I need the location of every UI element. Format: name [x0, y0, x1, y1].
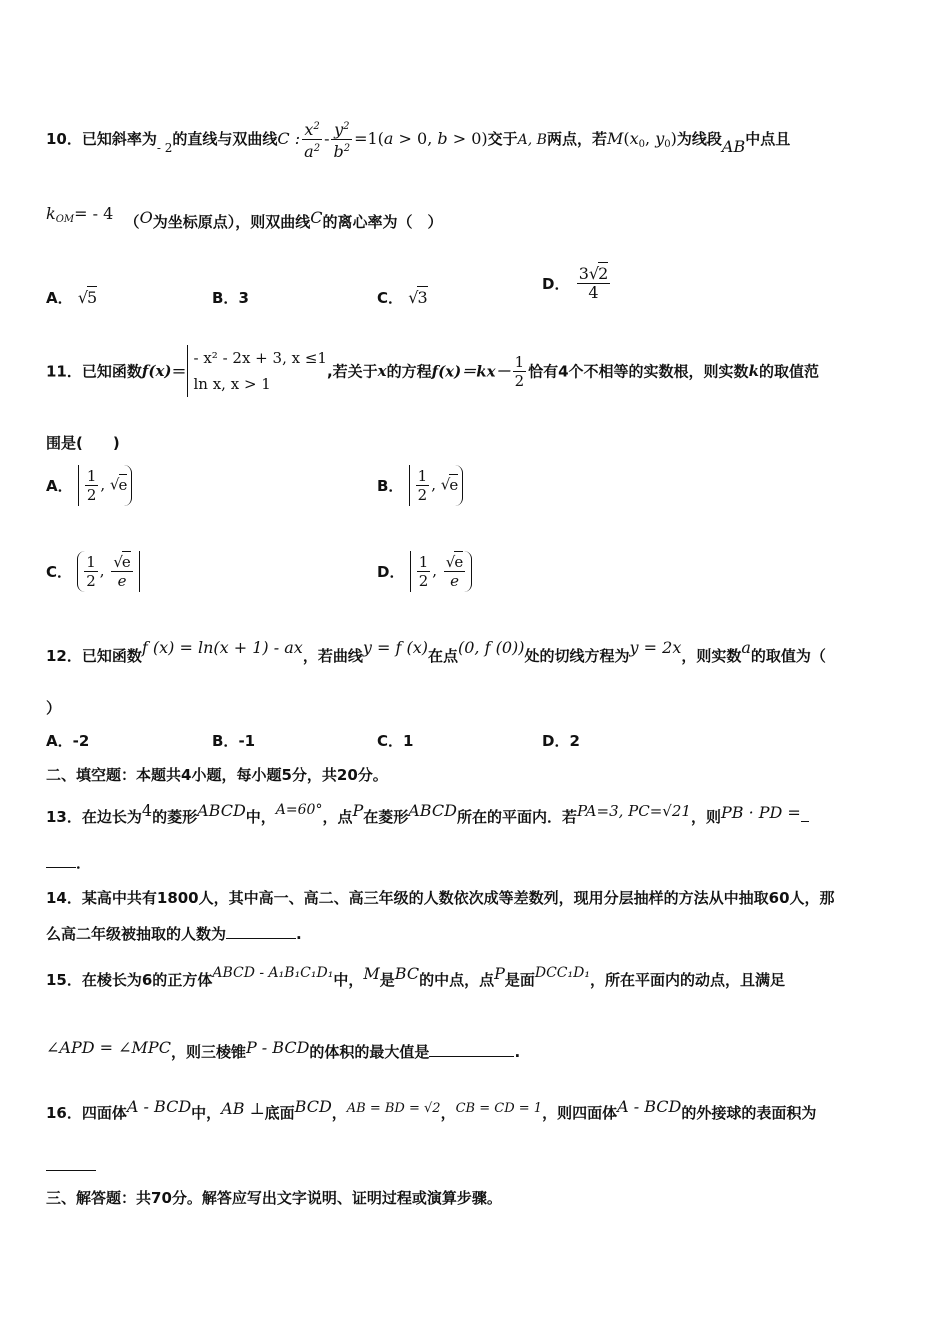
q11-x: x	[377, 362, 387, 380]
q12-text: 已知函数	[81, 647, 142, 665]
q10-text: 为线段	[676, 130, 722, 148]
q13-blank-cont[interactable]	[46, 867, 76, 868]
q16-text: 底面	[264, 1104, 295, 1122]
q16-cond2: CB = CD = 1	[455, 1101, 543, 1116]
q12-option-a[interactable]: A．-2	[46, 732, 90, 750]
q13-number: 13．	[46, 808, 82, 826]
q12-text: 在点	[427, 647, 458, 665]
q15-text: ，所在平面内的动点，且满足	[589, 971, 785, 989]
q16-base: BCD	[294, 1097, 332, 1116]
q15-condition: ∠APD = ∠MPC	[46, 1038, 171, 1057]
q10-k-value: = - 4	[74, 204, 114, 223]
q16-cond1: AB = BD = √2	[346, 1101, 441, 1116]
q11-k: k	[748, 362, 759, 380]
q10-slope: - 2	[156, 141, 173, 155]
q15-M: M	[363, 964, 380, 983]
q11-text: ＝	[171, 362, 187, 381]
q13-text: 的菱形	[152, 808, 198, 826]
q11-text: 已知函数	[81, 362, 142, 381]
q15-cube: ABCD - A₁B₁C₁D₁	[212, 965, 334, 981]
q13-text: 在菱形	[363, 808, 409, 826]
q11-half: $\frac{1}{2}$	[514, 352, 525, 390]
q13-condition: PA=3, PC=√21	[576, 802, 691, 820]
q10-text: 交于	[487, 130, 518, 148]
q12-option-d[interactable]: D．2	[542, 732, 580, 750]
q15-line1	[46, 964, 785, 990]
q10-x-frac: $\frac{x^2}{a^2}$	[304, 120, 321, 161]
q15-number: 15．	[46, 971, 82, 989]
q13-side: 4	[141, 801, 153, 820]
q15-BC: BC	[394, 964, 420, 983]
q10-line1: 10．已知斜率为$_{- 2}$的直线与双曲线C : $\frac{x^2}{a^2}$ - $\frac{y^2}{b^2}$ =1(a > 0, b > 0)交于A, B两点，若$M(x_0$, $y_0$)为线段AB中点且	[46, 120, 791, 161]
q14-line2: 么高二年级被抽取的人数为 .	[46, 925, 302, 943]
q10-text: 已知斜率为	[81, 130, 157, 148]
q10-M-coords: ($x_0$, $y_0$)	[623, 129, 677, 150]
q15-text: 中，	[333, 971, 364, 989]
q13-blank[interactable]	[801, 821, 809, 822]
q11-text: ,若关于	[326, 362, 378, 381]
q16-text: 的外接球的表面积为	[681, 1104, 817, 1122]
q13-text: 中，	[245, 808, 276, 826]
q13-text: 在边长为	[81, 808, 142, 826]
q12-tangent: y = 2x	[629, 638, 682, 657]
q12-function: f (x) = ln(x + 1) - ax	[141, 638, 303, 657]
q16-tetrahedron: A - BCD	[126, 1097, 192, 1116]
q14-blank[interactable]	[226, 938, 296, 939]
q11-line2: 围是( )	[46, 434, 120, 452]
q10-line2	[46, 204, 442, 232]
q16-text: 四面体	[81, 1104, 127, 1122]
q12-curve: y = f (x)	[362, 638, 428, 657]
q13-rhombus: ABCD	[408, 801, 457, 820]
q15-face: DCC₁D₁	[534, 965, 590, 981]
q12-number: 12．	[46, 647, 82, 665]
q10-y-frac: $\frac{y^2}{b^2}$	[333, 120, 351, 161]
q12-text: ，若曲线	[302, 647, 363, 665]
q12-line1	[46, 638, 826, 666]
q15-text: 是面	[504, 971, 535, 989]
q10-M: M	[607, 129, 624, 148]
q10-C: C	[310, 208, 323, 227]
q10-option-d[interactable]: D． $\frac{3√2}{4}$	[542, 264, 609, 302]
q13-line1	[46, 801, 809, 827]
q10-text: （	[124, 213, 140, 231]
q16-text: ，	[331, 1104, 347, 1122]
q16-text: ，则四面体	[542, 1104, 618, 1122]
q13-line2: ．	[46, 852, 91, 873]
q10-text: 的离心率为（ ）	[322, 213, 443, 231]
q11-equation: f(x)＝kx－	[431, 362, 511, 381]
q10-points: A, B	[517, 132, 547, 148]
q13-P: P	[352, 801, 364, 820]
q16-perp: AB ⊥	[221, 1099, 265, 1118]
q10-k: $k_{OM}$	[46, 204, 75, 225]
q15-pyramid: P - BCD	[245, 1038, 310, 1057]
q16-tetrahedron: A - BCD	[617, 1097, 682, 1116]
q12-text: ，则实数	[681, 647, 742, 665]
q13-dot-product: PB · PD =	[720, 803, 801, 822]
q15-text: 在棱长为6的正方体	[81, 971, 213, 989]
q16-text: 中，	[191, 1104, 222, 1122]
q10-O: O	[139, 208, 153, 227]
q13-text: ，则	[690, 808, 721, 826]
q16-text: ，	[440, 1104, 456, 1122]
q11-option-a[interactable]: A． $\frac{1}{2}$ , √e	[46, 465, 132, 506]
q15-text: 的体积的最大值是	[309, 1043, 430, 1061]
q10-option-b[interactable]: B．3	[212, 289, 249, 307]
section-2-heading: 二、填空题：本题共4小题，每小题5分，共20分。	[46, 766, 388, 784]
q15-text: 是	[379, 971, 395, 989]
q11-number: 11．	[46, 362, 82, 381]
q15-blank[interactable]	[429, 1056, 514, 1057]
q10-option-a[interactable]: A． √5	[46, 288, 98, 307]
q11-piecewise: - x² - 2x + 3, x ≤1 ln x, x > 1	[187, 345, 327, 397]
q16-line1	[46, 1097, 816, 1123]
q11-option-b[interactable]: B． $\frac{1}{2}$ , √e	[377, 465, 463, 506]
q12-point: (0, f (0))	[457, 638, 525, 657]
q10-number: 10．	[46, 130, 82, 148]
q12-text: 的取值为（	[750, 647, 826, 665]
q10-segment: AB	[721, 137, 746, 156]
q16-number: 16．	[46, 1104, 82, 1122]
q15-text: ，则三棱锥	[170, 1043, 246, 1061]
q10-text: 为坐标原点），则双曲线	[152, 213, 311, 231]
q12-option-b[interactable]: B．-1	[212, 732, 256, 750]
q16-blank[interactable]	[46, 1152, 96, 1171]
q11-line1	[46, 345, 819, 397]
q16-line2	[46, 1152, 96, 1171]
q15-line2: ∠APD = ∠MPC，则三棱锥P - BCD的体积的最大值是 .	[46, 1038, 521, 1061]
q12-line2: ）	[46, 699, 62, 717]
q13-text: ，点	[322, 808, 353, 826]
q10-option-c[interactable]: C． √3	[377, 288, 428, 307]
q11-option-d[interactable]: D． $\frac{1}{2}$ , $\frac{√e}{e}$	[377, 551, 472, 592]
q12-a: a	[741, 638, 751, 657]
q13-angle: A=60°	[275, 802, 323, 818]
q11-text: 的取值范	[758, 362, 819, 381]
q13-text: 所在的平面内．若	[456, 808, 577, 826]
q15-P: P	[494, 964, 505, 983]
q11-text: 的方程	[386, 362, 432, 381]
q11-text: 恰有4个不相等的实数根，则实数	[528, 362, 749, 381]
section-3-heading: 三、解答题：共70分。解答应写出文字说明、证明过程或演算步骤。	[46, 1189, 502, 1207]
q10-text: 中点且	[745, 130, 791, 148]
q12-text: 处的切线方程为	[524, 647, 630, 665]
q12-option-c[interactable]: C．1	[377, 732, 414, 750]
q15-text: 的中点，点	[419, 971, 495, 989]
q10-condition: =1(a > 0, b > 0)	[354, 129, 488, 148]
q11-option-c[interactable]: C． $\frac{1}{2}$ , $\frac{√e}{e}$	[46, 551, 140, 592]
q14-line1: 14．某高中共有1800人，其中高一、高二、高三年级的人数依次成等差数列，现用分层抽样的方法从中抽取60人，那	[46, 889, 835, 907]
q10-text: 的直线与双曲线	[172, 130, 278, 148]
q11-fx: f(x)	[141, 362, 172, 380]
q13-rhombus: ABCD	[197, 801, 246, 820]
q10-text: 两点，若	[546, 130, 607, 148]
q10-curve-label: C :	[277, 129, 301, 148]
